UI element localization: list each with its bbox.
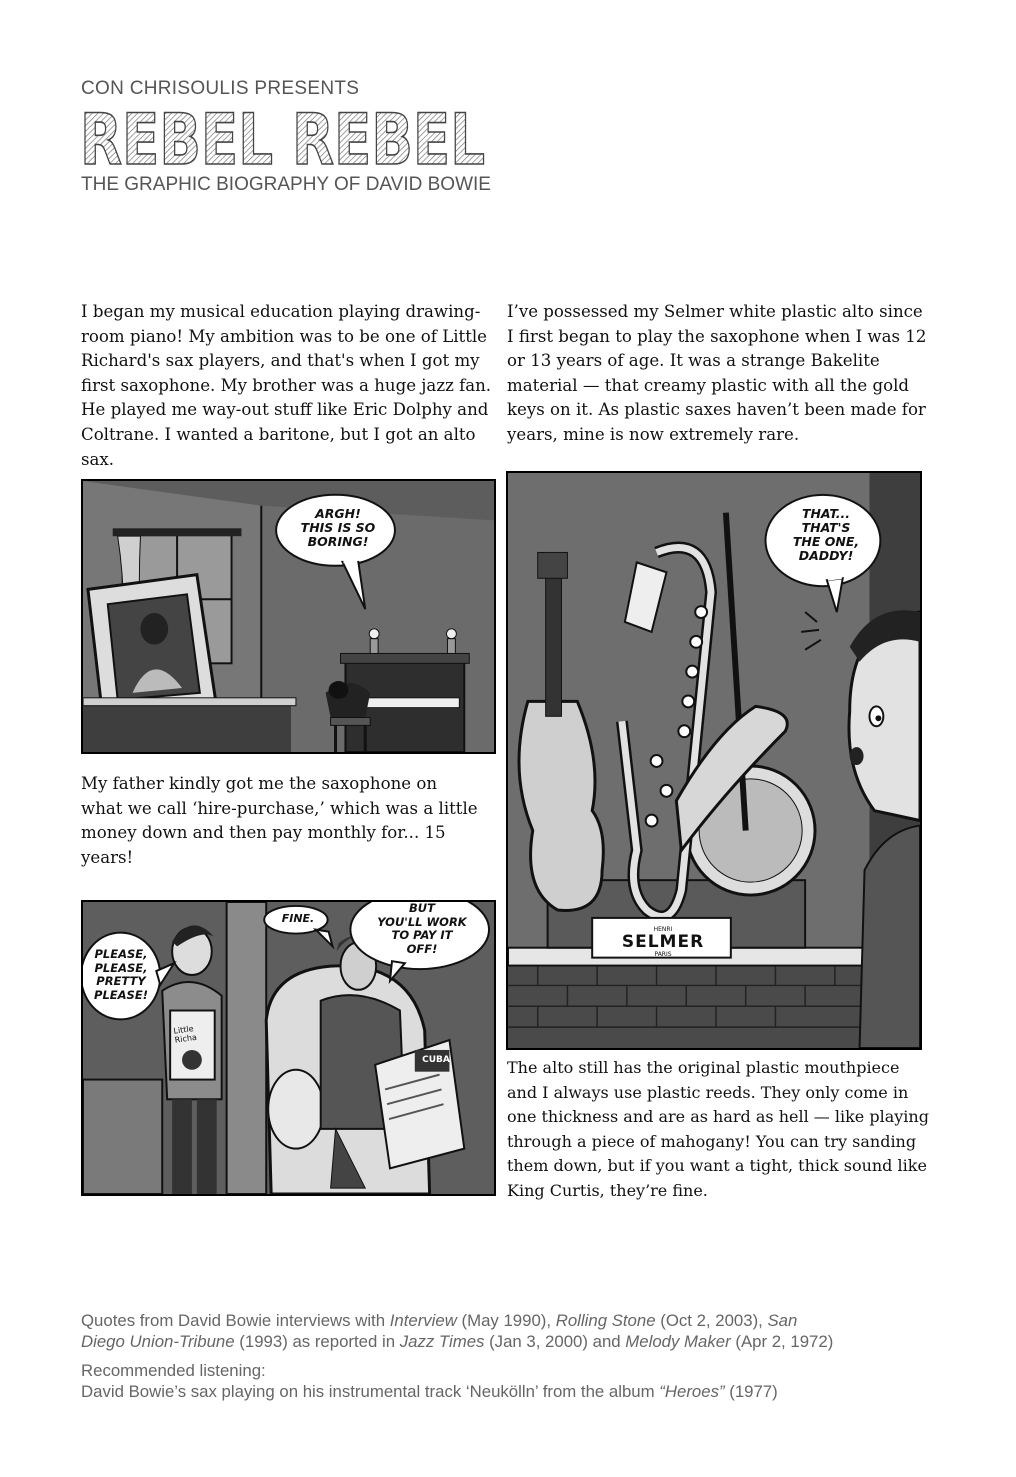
selmer-sign: HENRI SELMER PARIS	[621, 926, 705, 958]
newspaper-headline: CUBA	[422, 1055, 450, 1065]
caption-mouthpiece: The alto still has the original plastic mouthpiece and I always use plastic reeds. They only come in one thickness and are as hard as hell — like playing through a piece of mahogany! You can try sanding them down, but if you want a tight, thick sound like King Curtis, they’re fine.	[507, 1058, 929, 1200]
balloon-thats-the-one: THAT... THAT'S THE ONE, DADDY!	[792, 506, 860, 563]
panel-piano-room	[81, 479, 496, 754]
poster-label: Little Richa	[172, 1024, 198, 1045]
caption-selmer: I’ve possessed my Selmer white plastic alto since I first began to play the saxophone when I was 12 or 13 years of age. It was a strange Bakelite material — that creamy plastic with all the gold keys on it. As plastic saxes haven’t been made for years, mine is now extremely rare.	[507, 302, 927, 444]
caption-piano: I began my musical education playing drawing-room piano! My ambition was to be one of Little Richard's sax players, and that's when I got my first saxophone. My brother was a huge jazz fan. He played me way-out stuff like Eric Dolphy and Coltrane. I wanted a baritone, but I got an alto sax.	[81, 302, 492, 469]
balloon-boring: ARGH! THIS IS SO BORING!	[300, 506, 376, 549]
panel-selmer-sax	[506, 471, 922, 1050]
recommended-listening: Recommended listening: David Bowie’s sax playing on his instrumental track ‘Neukölln’ from the album “Heroes” (1977)	[81, 1361, 778, 1401]
panel-father-chair	[81, 900, 496, 1196]
balloon-pretty-please: PLEASE, PLEASE, PRETTY PLEASE!	[94, 947, 148, 1002]
balloon-work-pay-off: BUT YOU'LL WORK TO PAY IT OFF!	[377, 901, 467, 956]
balloon-fine: FINE.	[281, 912, 315, 925]
sources-note: Quotes from David Bowie interviews with Interview (May 1990), Rolling Stone (Oct 2, 2003), San Diego Union-Tribune (1993) as reported in Jazz Times (Jan 3, 2000) and Melody Maker (Apr 2, 1972)	[81, 1311, 834, 1351]
caption-hire-purchase: My father kindly got me the saxophone on what we call ‘hire-purchase,’ which was a little money down and then pay monthly for... 15 years!	[81, 774, 478, 867]
comic-title-logo	[80, 108, 490, 170]
presents-line: CON CHRISOULIS PRESENTS	[81, 78, 360, 99]
comic-title: REBEL REBEL	[80, 108, 485, 170]
subtitle: THE GRAPHIC BIOGRAPHY OF DAVID BOWIE	[81, 174, 491, 195]
